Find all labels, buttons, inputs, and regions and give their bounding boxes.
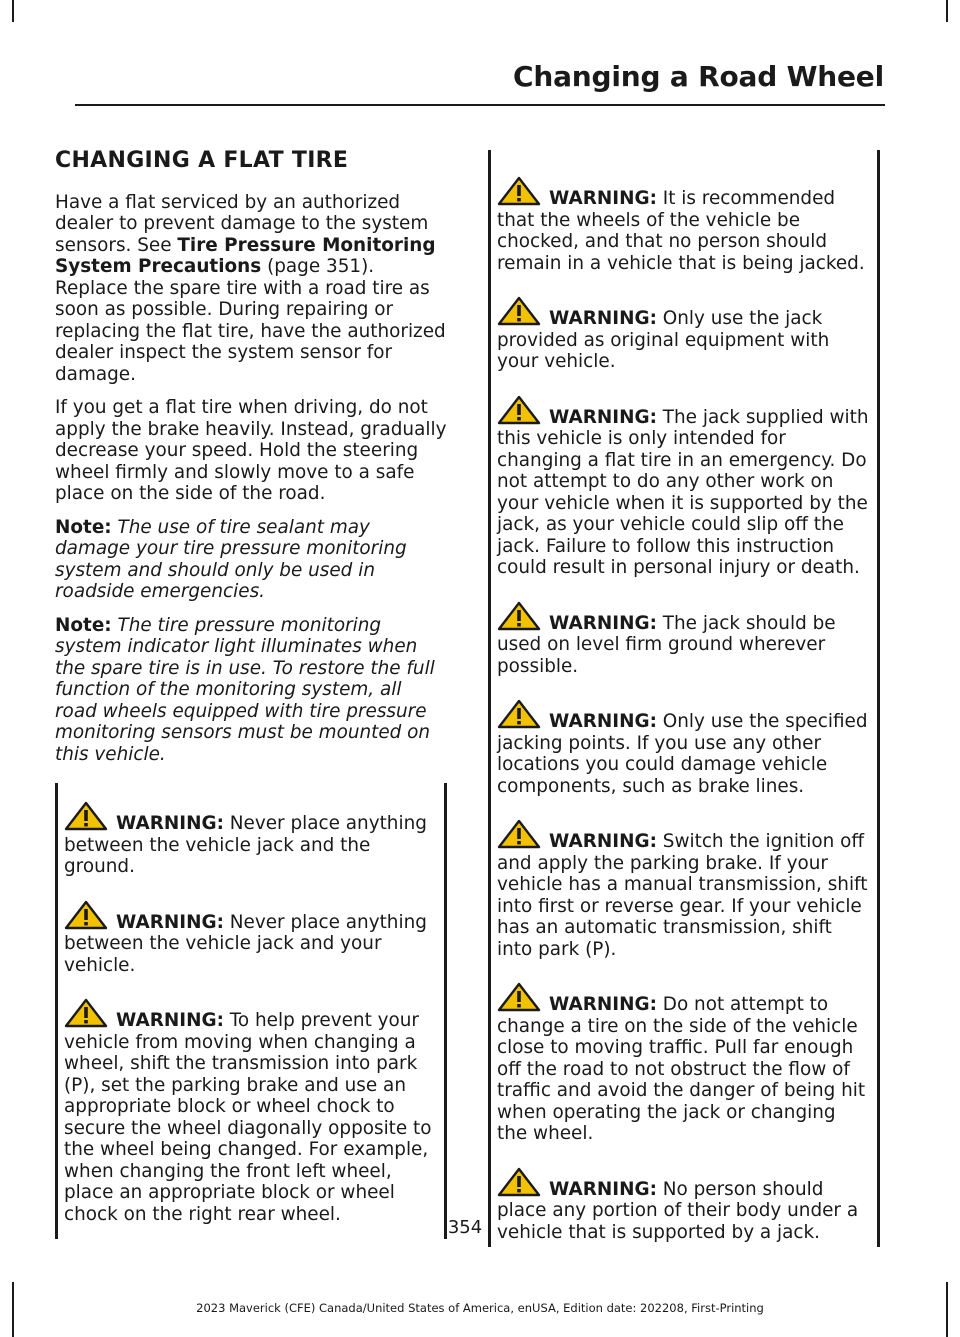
warning-triangle-icon — [497, 699, 541, 729]
paragraph-flat-service — [55, 192, 447, 386]
warning-label: WARNING: — [549, 612, 657, 634]
warning-item — [497, 395, 871, 579]
warning-box-right — [488, 150, 880, 1247]
warning-text: Never place anything between the vehicle jack and your vehicle. — [64, 911, 427, 976]
warning-triangle-icon — [497, 601, 541, 631]
warning-item — [64, 801, 438, 878]
warning-text: Never place anything between the vehicle jack and the ground. — [64, 813, 427, 877]
header-rule — [75, 104, 885, 106]
warning-text: To help prevent your vehicle from moving when changing a wheel, shift the transmission into park (P), set the parking brake and use an appropriate block or wheel chock to secure the wheel diagonally opposite to the wheel being changed. For example, when changing the front left wheel, place an appropriate block or wheel chock on the right rear wheel. — [64, 1010, 432, 1225]
note-sealant — [55, 517, 447, 603]
warning-triangle-icon — [64, 801, 108, 831]
crop-mark-top-left — [12, 0, 14, 22]
warning-item — [497, 982, 871, 1145]
warning-label: WARNING: — [549, 831, 657, 852]
warning-text: No person should place any portion of their body under a vehicle that is supported by a jack. — [497, 1178, 859, 1243]
crop-mark-top-right — [946, 0, 948, 22]
warning-triangle-icon — [497, 982, 541, 1012]
warning-item — [64, 998, 438, 1225]
warning-item — [497, 819, 871, 960]
warning-triangle-icon — [64, 998, 108, 1028]
paragraph-flat-driving: If you get a flat tire when driving, do not apply the brake heavily. Instead, gradually decrease your speed. Hold the steering wheel firmly and slowly move to a safe place on the side of the road. — [55, 397, 447, 504]
paragraph-text: (page 351). Replace the spare tire with a road tire as soon as possible. During repairing or replacing the flat tire, have the authorized dealer inspect the system sensor for damage. — [55, 256, 446, 385]
note-label: Note: — [55, 614, 112, 636]
warning-text: Do not attempt to change a tire on the side of the vehicle close to moving traffic. Pull far enough off the road to not obstruct the flow of traffic and avoid the danger of being hit when operating the jack or changing the wheel. — [497, 994, 866, 1144]
note-text: The use of tire sealant may damage your tire pressure monitoring system and should only be used in roadside emergencies. — [55, 516, 407, 602]
warning-text: Only use the jack provided as original equipment with your vehicle. — [497, 308, 830, 372]
warning-text: Switch the ignition off and apply the parking brake. If your vehicle has a manual transmission, shift into first or reverse gear. If your vehicle has an automatic transmission, shift into park (P). — [497, 831, 868, 960]
warning-label: WARNING: — [549, 994, 657, 1015]
warning-box-left — [55, 783, 447, 1239]
warning-triangle-icon — [64, 900, 108, 930]
left-column — [55, 150, 447, 1239]
note-indicator — [55, 615, 447, 766]
warning-triangle-icon — [497, 176, 541, 206]
warning-text: The jack should be used on level firm ground wherever possible. — [497, 612, 836, 677]
warning-triangle-icon — [497, 395, 541, 425]
footer-edition-text: 2023 Maverick (CFE) Canada/United States of America, enUSA, Edition date: 202208, First-Printing — [196, 1301, 764, 1315]
warning-item — [497, 601, 871, 678]
warning-label: WARNING: — [549, 1178, 657, 1200]
warning-triangle-icon — [497, 296, 541, 326]
right-column — [488, 150, 880, 1247]
warning-triangle-icon — [497, 1167, 541, 1197]
note-label: Note: — [55, 516, 112, 538]
warning-text: It is recommended that the wheels of the vehicle be chocked, and that no person should remain in a vehicle that is being jacked. — [497, 188, 865, 274]
page-number: 354 — [447, 1217, 483, 1238]
warning-label: WARNING: — [549, 188, 657, 209]
warning-text: Only use the specified jacking points. If you use any other locations you could damage vehicle components, such as brake lines. — [497, 711, 868, 797]
warning-item — [64, 900, 438, 977]
warning-item — [497, 176, 871, 274]
section-heading: CHANGING A FLAT TIRE — [55, 148, 349, 173]
paragraph-text: Have a flat serviced by an authorized dealer to prevent damage to the system sensors. See — [55, 191, 429, 256]
warning-label: WARNING: — [116, 1010, 224, 1031]
warning-item — [497, 296, 871, 373]
warning-triangle-icon — [497, 819, 541, 849]
warning-label: WARNING: — [549, 711, 657, 732]
page-header-title: Changing a Road Wheel — [513, 60, 884, 93]
warning-label: WARNING: — [116, 813, 224, 834]
warning-text: The jack supplied with this vehicle is only intended for changing a flat tire in an emergency. Do not attempt to do any other work on your vehicle when it is supported by the jack, as your vehicle could slip off the jack. Failure to follow this instruction could result in personal injury or death. — [497, 406, 869, 578]
warning-item — [497, 699, 871, 797]
warning-label: WARNING: — [549, 308, 657, 329]
note-text: The tire pressure monitoring system indicator light illuminates when the spare tire is in use. To restore the full function of the monitoring system, all road wheels equipped with tire pressure monitoring sensors must be mounted on this vehicle. — [55, 614, 435, 765]
warning-label: WARNING: — [549, 406, 657, 428]
cross-reference-link[interactable]: Tire Pressure Monitoring System Precautions — [55, 234, 436, 277]
warning-label: WARNING: — [116, 911, 224, 933]
